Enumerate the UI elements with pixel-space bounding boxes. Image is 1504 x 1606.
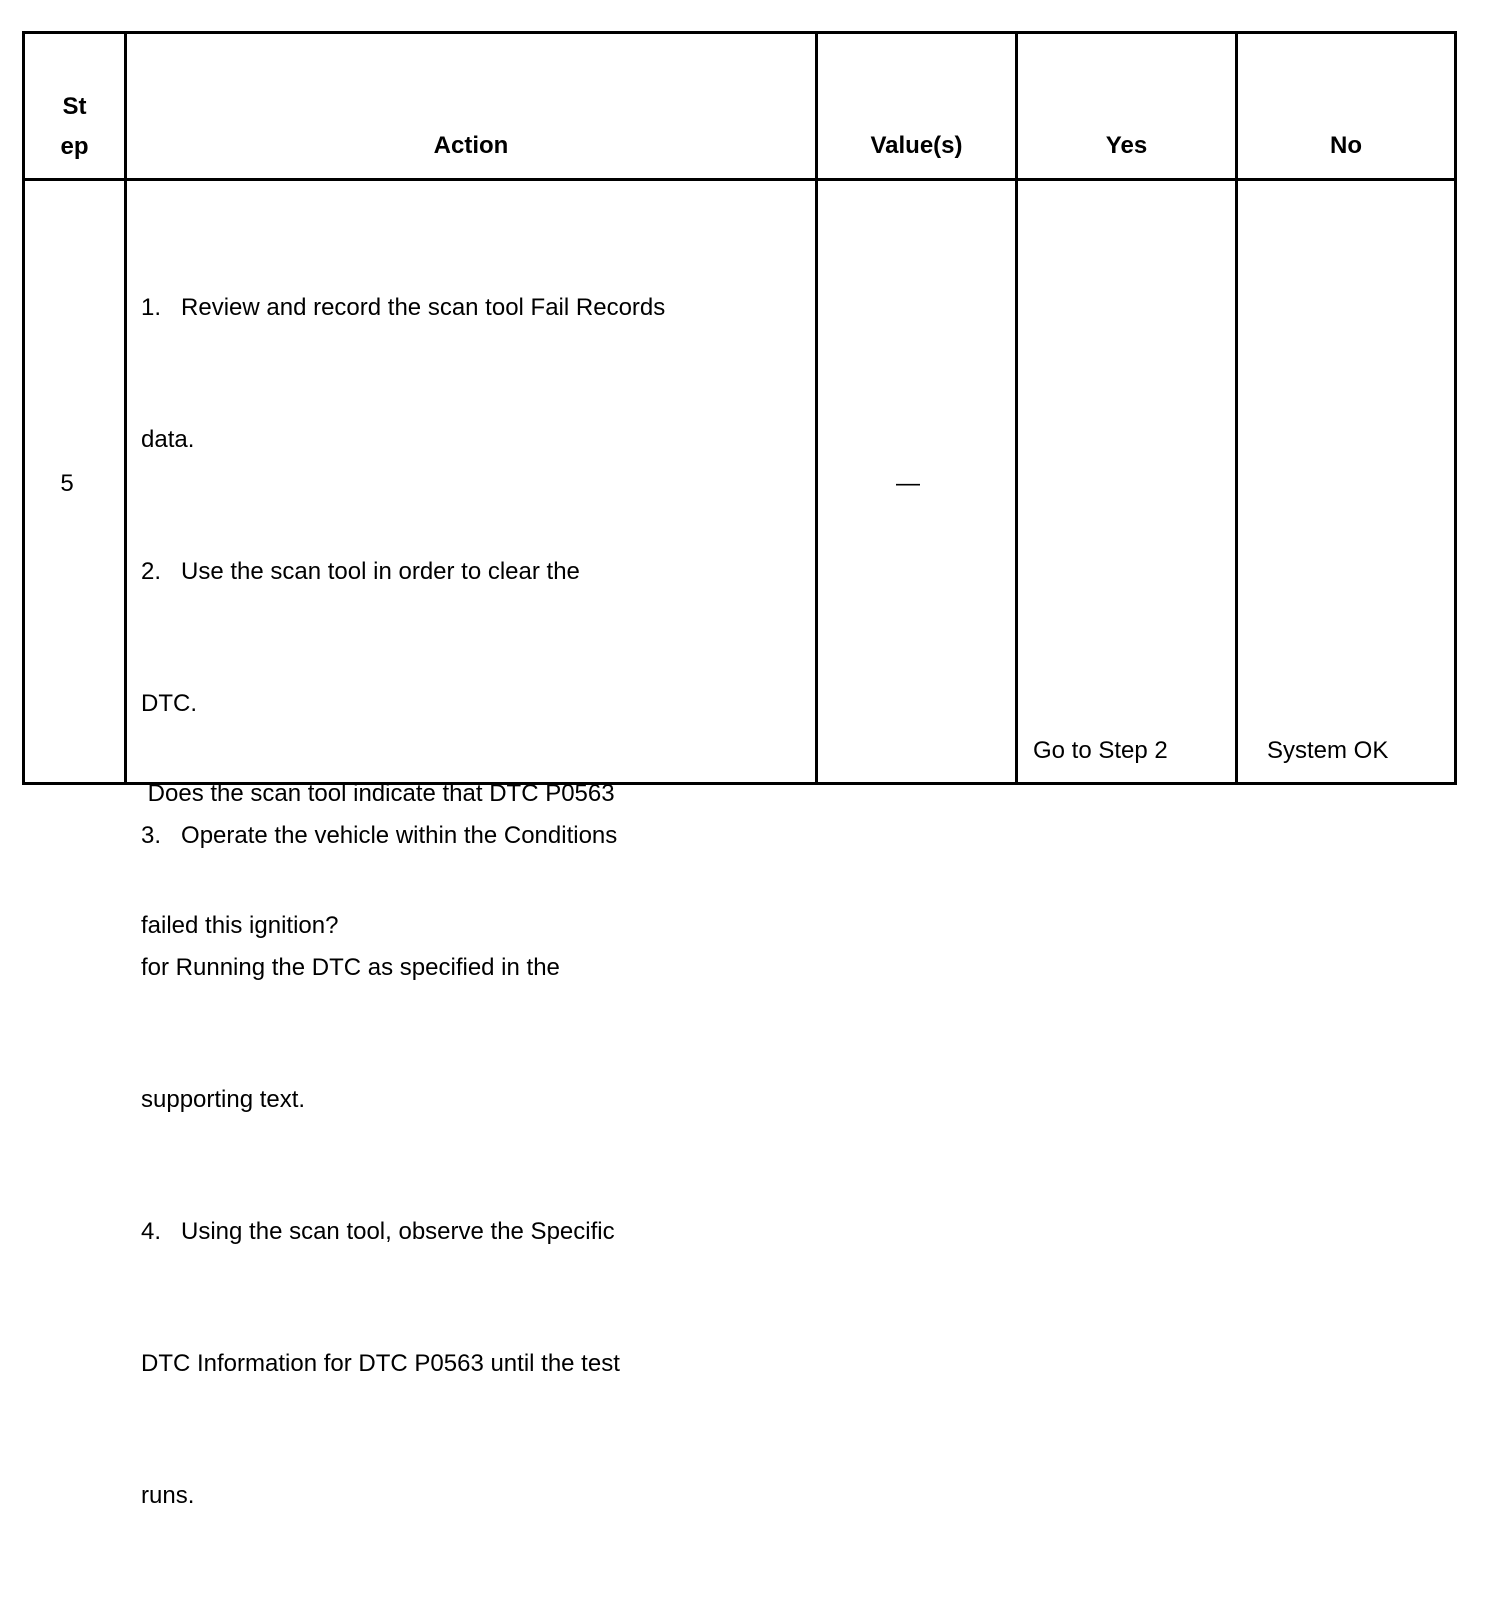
header-action: Action <box>433 132 509 159</box>
header-step-line1: St <box>62 93 87 120</box>
action-line: 4. Using the scan tool, observe the Specific <box>141 1218 615 1245</box>
action-question <box>141 684 615 1036</box>
action-line: 3. Operate the vehicle within the Conditions <box>141 822 618 849</box>
action-line: runs. <box>141 1482 195 1509</box>
action-line: DTC. <box>141 690 197 717</box>
action-line: for Running the DTC as specified in the <box>141 954 560 981</box>
yes-cell: Go to Step 2 <box>1033 737 1168 764</box>
question-line: Does the scan tool indicate that DTC P0563 <box>141 780 615 807</box>
action-line: DTC Information for DTC P0563 until the test <box>141 1350 620 1377</box>
question-line: failed this ignition? <box>141 912 339 939</box>
action-line: 1. Review and record the scan tool Fail Records <box>141 294 666 321</box>
no-cell: System OK <box>1267 737 1389 764</box>
diagnostic-table <box>22 31 1457 1509</box>
action-line: data. <box>141 426 195 453</box>
action-line: 2. Use the scan tool in order to clear the <box>141 558 580 585</box>
header-yes: Yes <box>1105 132 1148 159</box>
step-number: 5 <box>60 470 74 497</box>
header-no: No <box>1330 132 1362 159</box>
header-divider <box>25 178 1454 181</box>
header-step-line2: ep <box>60 133 89 160</box>
value-cell: — <box>896 470 920 497</box>
header-values: Value(s) <box>870 132 963 159</box>
action-line: supporting text. <box>141 1086 306 1113</box>
header-step <box>25 87 124 167</box>
